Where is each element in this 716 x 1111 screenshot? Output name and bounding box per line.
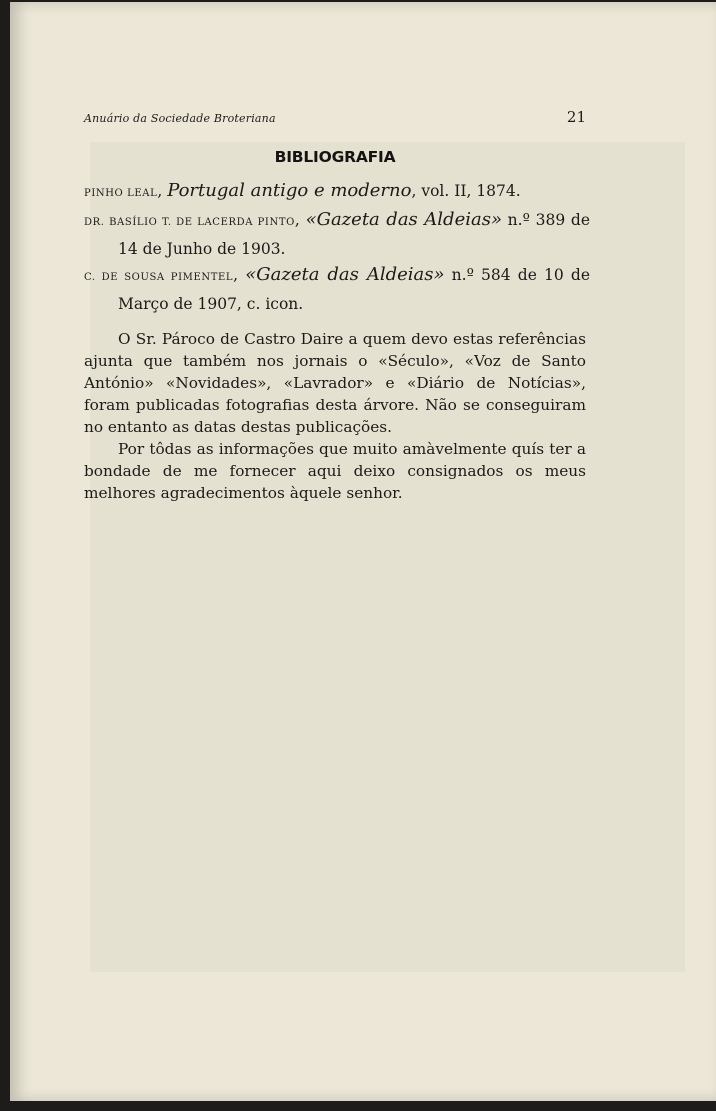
entry-separator: ,	[157, 182, 168, 200]
section-title: BIBLIOGRAFIA	[274, 148, 396, 166]
bibliography-entry	[84, 262, 590, 317]
entry-details: n.º 584 de 10 de Março de 1907, c. icon.	[118, 266, 590, 313]
journal-title: Anuário da Sociedade Broteriana	[84, 112, 276, 125]
entry-separator: ,	[294, 211, 306, 229]
entry-author: C. DE SOUSA PIMENTEL	[84, 272, 234, 283]
document-page	[10, 2, 716, 1101]
entry-work: «Gazeta das Aldeias»	[245, 264, 445, 285]
entry-author: PINHO LEAL	[84, 188, 158, 199]
paragraph: Por tôdas as informações que muito amàvelmente quís ter a bondade de me fornecer aqui deixo consignados os meus melhores agradecimentos àquele senhor.	[84, 440, 586, 502]
bibliography-entry	[84, 207, 590, 262]
bibliography-list	[84, 178, 590, 317]
body-text	[84, 328, 586, 504]
entry-separator: ,	[233, 266, 246, 284]
bibliography-entry	[84, 178, 590, 207]
entry-work: Portugal antigo e moderno	[167, 180, 412, 201]
entry-details: , vol. II, 1874.	[411, 182, 521, 200]
entry-author: DR. BASÍLIO T. DE LACERDA PINTO	[84, 217, 295, 228]
paragraph: O Sr. Pároco de Castro Daire a quem devo estas referências ajunta que também nos jornais o «Século», «Voz de Santo António» «Novidades», «Lavrador» e «Diário de Notícias», foram publicadas fotografias desta árvore. Não se conseguiram no entanto as datas destas publicações.	[84, 330, 586, 436]
page-number: 21	[566, 108, 586, 126]
entry-work: «Gazeta das Aldeias»	[305, 209, 502, 230]
running-head	[84, 108, 586, 126]
entry-details: n.º 389 de 14 de Junho de 1903.	[118, 211, 590, 258]
